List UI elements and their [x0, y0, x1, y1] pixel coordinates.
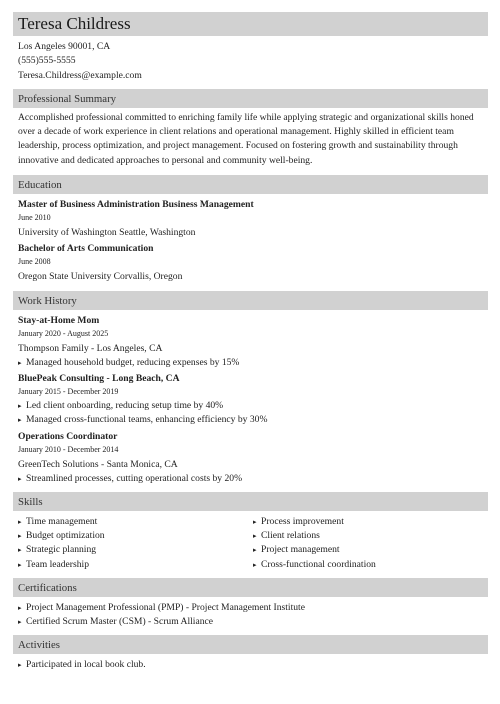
skills-grid	[13, 515, 488, 572]
job-title: Stay-at-Home Mom	[18, 315, 100, 327]
list-item: ▸ Strategic planning	[18, 543, 253, 557]
school: University of Washington Seattle, Washington	[18, 227, 196, 239]
bullet-icon: ▸	[253, 532, 257, 541]
job-org: GreenTech Solutions - Santa Monica, CA	[18, 458, 178, 470]
skills-section-header	[13, 492, 488, 511]
job-org: Thompson Family - Los Angeles, CA	[18, 343, 163, 355]
activities-list	[13, 658, 488, 672]
email: Teresa.Childress@example.com	[18, 69, 142, 81]
job-title: BluePeak Consulting - Long Beach, CA	[18, 373, 180, 385]
job-title: Operations Coordinator	[18, 430, 118, 442]
summary-section-header	[13, 89, 488, 108]
school: Oregon State University Corvallis, Oregon	[18, 271, 183, 283]
list-item: ▸ Process improvement	[253, 515, 488, 529]
bullet-icon: ▸	[18, 474, 22, 483]
education-entry	[18, 198, 488, 240]
education-section-header	[13, 175, 488, 194]
summary-text: Accomplished professional committed to enriching family life while applying strategic and organizational skills honed over a decade of work experience in client relations and operational management. Highly skilled in efficient team leadership, process optimization, and project management. Focused on fostering growth and sustainability through innovative and dedicated approaches to personal and community well-being.	[18, 111, 474, 166]
list-item: ▸ Team leadership	[18, 558, 253, 572]
list-item: ▸ Led client onboarding, reducing setup time by 40%	[18, 399, 488, 413]
list-item: ▸ Project Management Professional (PMP) - Project Management Institute	[18, 601, 488, 615]
candidate-name: Teresa Childress	[18, 14, 131, 33]
bullet-icon: ▸	[18, 560, 22, 569]
education-heading: Education	[18, 179, 62, 192]
bullet-icon: ▸	[18, 532, 22, 541]
activities-heading: Activities	[18, 639, 60, 652]
degree: Bachelor of Arts Communication	[18, 243, 154, 255]
certifications-section-header	[13, 578, 488, 597]
bullet-icon: ▸	[18, 416, 22, 425]
job-entry	[18, 372, 488, 427]
bullet-icon: ▸	[18, 517, 22, 526]
name-header	[13, 12, 488, 36]
summary-heading: Professional Summary	[18, 92, 117, 105]
bullet-icon: ▸	[18, 603, 22, 612]
list-item: ▸ Project management	[253, 543, 488, 557]
education-list	[13, 198, 488, 284]
job-bullets	[18, 356, 488, 370]
phone: (555)555-5555	[18, 55, 76, 67]
job-dates: January 2015 - December 2019	[18, 387, 119, 397]
education-date: June 2010	[18, 213, 51, 223]
list-item: ▸ Time management	[18, 515, 253, 529]
list-item: ▸ Participated in local book club.	[18, 658, 488, 672]
address: Los Angeles 90001, CA	[18, 41, 111, 52]
bullet-icon: ▸	[253, 517, 257, 526]
work-section-header	[13, 291, 488, 310]
skills-heading: Skills	[18, 495, 43, 508]
education-date: June 2008	[18, 257, 51, 267]
list-item: ▸ Streamlined processes, cutting operational costs by 20%	[18, 472, 488, 486]
certifications-heading: Certifications	[18, 581, 77, 594]
bullet-icon: ▸	[18, 402, 22, 411]
job-dates: January 2020 - August 2025	[18, 329, 109, 339]
bullet-icon: ▸	[18, 546, 22, 555]
skills-left-column	[18, 515, 253, 572]
list-item: ▸ Budget optimization	[18, 529, 253, 543]
degree: Master of Business Administration Business Management	[18, 199, 254, 211]
list-item: ▸ Certified Scrum Master (CSM) - Scrum Alliance	[18, 615, 488, 629]
list-item: ▸ Managed cross-functional teams, enhancing efficiency by 30%	[18, 413, 488, 427]
job-entry	[18, 430, 488, 486]
certifications-list	[13, 601, 488, 629]
bullet-icon: ▸	[18, 359, 22, 368]
work-heading: Work History	[18, 295, 77, 308]
education-entry	[18, 242, 488, 284]
bullet-icon: ▸	[18, 661, 22, 670]
work-list	[13, 314, 488, 486]
resume-page	[13, 12, 488, 672]
skills-right-column	[253, 515, 488, 572]
contact-block	[13, 40, 488, 83]
list-item: ▸ Managed household budget, reducing expenses by 15%	[18, 356, 488, 370]
job-bullets	[18, 399, 488, 427]
job-bullets	[18, 472, 488, 486]
list-item: ▸ Client relations	[253, 529, 488, 543]
bullet-icon: ▸	[253, 560, 257, 569]
activities-section-header	[13, 635, 488, 654]
list-item: ▸ Cross-functional coordination	[253, 558, 488, 572]
job-entry	[18, 314, 488, 370]
job-dates: January 2010 - December 2014	[18, 444, 119, 454]
bullet-icon: ▸	[253, 546, 257, 555]
bullet-icon: ▸	[18, 617, 22, 626]
